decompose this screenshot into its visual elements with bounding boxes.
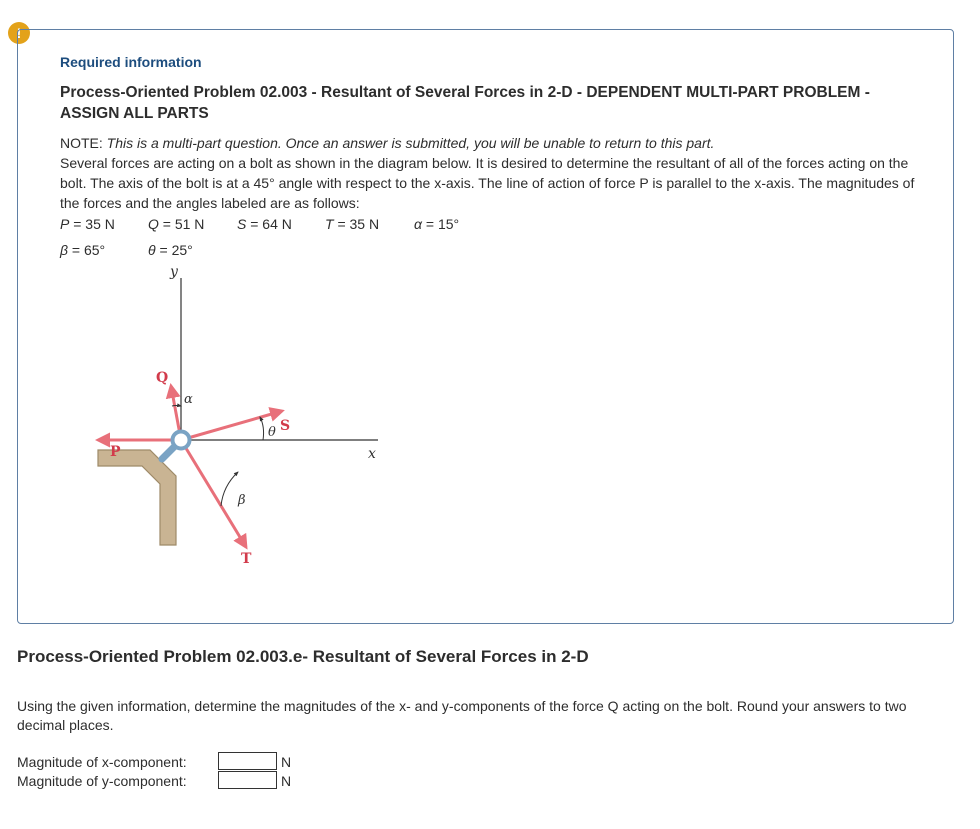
value-p-symbol: P xyxy=(60,216,70,232)
value-s-symbol: S xyxy=(237,216,247,232)
support-bracket xyxy=(98,450,176,545)
force-s-arrow xyxy=(181,411,282,440)
value-beta-symbol: β xyxy=(60,242,68,258)
value-alpha xyxy=(414,216,459,232)
force-t-label: T xyxy=(241,551,252,567)
alpha-label: α xyxy=(184,392,193,407)
value-beta xyxy=(60,242,105,258)
value-theta-eq: = 25° xyxy=(155,242,193,258)
y-component-input[interactable] xyxy=(218,771,277,789)
force-p-label: P xyxy=(110,444,121,460)
force-s-label: S xyxy=(280,418,291,434)
problem-statement xyxy=(60,133,920,213)
value-t-symbol: T xyxy=(325,216,334,232)
note-label: NOTE: xyxy=(60,135,103,151)
value-s xyxy=(237,216,292,232)
value-p xyxy=(60,216,115,232)
statement-body: Several forces are acting on a bolt as shown in the diagram below. It is desired to determine the resultant of all of the forces acting on the bolt. The axis of the bolt is at a 45° angle with respect to the x-axis. The line of action of force P is parallel to the x-axis. The magnitudes of the forces and the angles labeled are as follows: xyxy=(60,155,915,211)
value-s-eq: = 64 N xyxy=(246,216,292,232)
value-theta xyxy=(148,242,193,258)
value-theta-symbol: θ xyxy=(148,242,156,258)
answer-y-unit: N xyxy=(281,773,292,789)
part-instructions: Using the given information, determine the magnitudes of the x- and y-components of the force Q acting on the bolt. Round your answers to two decimal places. xyxy=(17,698,907,733)
bolt-nut xyxy=(173,432,190,449)
theta-arc xyxy=(260,417,264,440)
force-q-label: Q xyxy=(156,370,169,386)
force-diagram xyxy=(78,260,418,567)
value-t-eq: = 35 N xyxy=(333,216,380,232)
value-q-eq: = 51 N xyxy=(158,216,205,232)
value-p-eq: = 35 N xyxy=(69,216,115,232)
x-axis-label: x xyxy=(368,446,376,462)
y-axis-label: y xyxy=(170,264,178,280)
value-alpha-eq: = 15° xyxy=(421,216,460,232)
value-beta-eq: = 65° xyxy=(68,242,106,258)
answer-x-label: Magnitude of x-component: xyxy=(17,754,187,770)
alert-icon: ! xyxy=(8,22,30,44)
note-text: This is a multi-part question. Once an answer is submitted, you will be unable to return to this part. xyxy=(106,135,715,151)
note-line xyxy=(60,133,920,153)
part-title: Process-Oriented Problem 02.003.e- Resultant of Several Forces in 2-D xyxy=(17,647,589,666)
problem-title: Process-Oriented Problem 02.003 - Resultant of Several Forces in 2-D - DEPENDENT MULTI-PART PROBLEM - ASSIGN ALL PARTS xyxy=(60,84,870,122)
beta-label: β xyxy=(238,493,246,508)
answer-x-unit: N xyxy=(281,754,292,770)
x-component-input[interactable] xyxy=(218,752,277,770)
required-info-panel xyxy=(17,29,954,624)
beta-arc xyxy=(221,472,238,506)
value-q-symbol: Q xyxy=(148,216,159,232)
force-t-arrow xyxy=(181,440,246,547)
alpha-arc xyxy=(172,406,181,407)
required-info-heading: Required information xyxy=(60,54,202,70)
value-q xyxy=(148,216,204,232)
theta-label: θ xyxy=(268,425,276,440)
value-t xyxy=(325,216,379,232)
value-alpha-symbol: α xyxy=(414,216,422,232)
answer-y-label: Magnitude of y-component: xyxy=(17,773,187,789)
